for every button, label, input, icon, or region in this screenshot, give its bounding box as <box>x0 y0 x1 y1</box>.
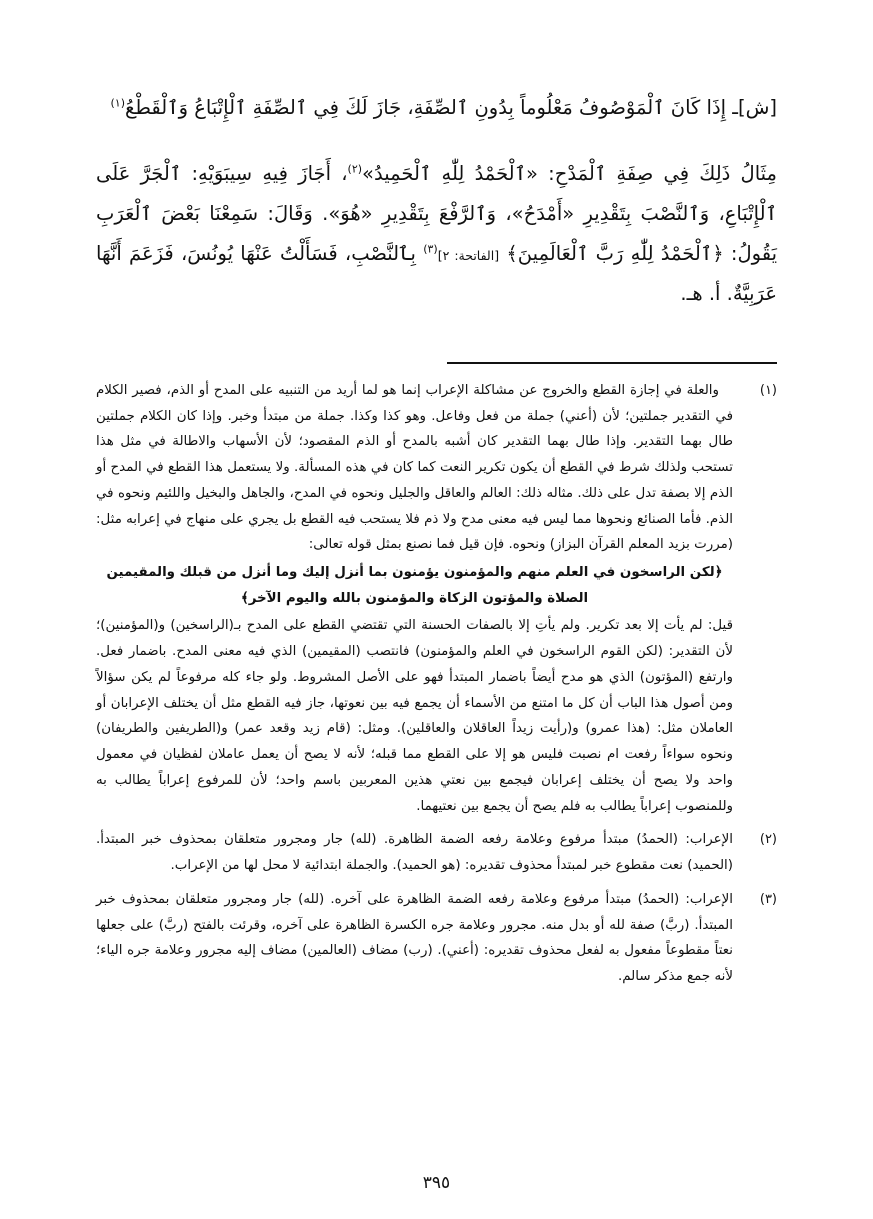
main-paragraph-2-part-c: بِٱلنَّصْبِ، فَسَأَلْتُ عَنْهَا يُونُسَ، فَزَعَمَ أَنَّهَا عَرَبِيَّةٌ. أ. هـ. <box>96 241 777 305</box>
main-paragraph-1 <box>96 88 777 128</box>
footnote-marker-2: (٢) <box>347 162 363 176</box>
footnote-item <box>96 827 777 880</box>
quran-reference: [الفاتحة: ٢] <box>437 247 500 263</box>
footnote-paragraph: والعلة في إجازة القطع والخروج عن مشاكلة الإعراب إنما هو لما أريد من التنبيه على المدح أو الذم، فصير الكلام في التقدير جملتين؛ لأن (أعني) جملة من فعل وفاعل. وهو كذا وكذا. جملة من مبتدأ وخبر. وإذا كان الكلام جملتين طال بهما التقدير. وإذا طال بهما التقدير كان أشبه بالمدح أو الذم المقصود؛ لأن الأسهاب والاطالة في مثل هذا تستحب ولذلك شرط في القطع أن يكون تكرير النعت كما كان في هذه المسألة. ولا يستعمل هذا القطع في المدح أو الذم إلا بصفة تدل على ذلك. مثاله ذلك: العالم والعاقل والجليل ونحوه في المدح، والجاهل والبخيل واللئيم ونحوه في الذم. فأما الصنائع ونحوها مما ليس فيه معنى مدح ولا ذم فلا يستحب فيه القطع بل يجري على منهاج في إعرابه مثل: (مررت بزيد المعلم القرآن البزاز) ونحوه. فإن قيل فما نصنع بمثل قوله تعالى: <box>96 382 733 553</box>
footnote-number: (٢) <box>759 832 777 848</box>
quran-quote: ﴿ٱلْحَمْدُ لِلّٰهِ رَبَّ ٱلْعَالَمِينَ﴾ <box>506 241 724 265</box>
footnote-paragraph: الإعراب: (الحمدُ) مبتدأ مرفوع وعلامة رفعه الضمة الظاهرة على آخره. (لله) جار ومجرور متعلقان بمحذوف خبر المبتدأ. (ربَّ) صفة لله أو بدل منه. مجرور وعلامة جره الكسرة الظاهرة على آخره، وقرئت بالفتح (ربَّ) على جعلها نعتاً مقطوعاً مفعول به لفعل محذوف تقديره: (أعني). (رب) مضاف (العالمين) مضاف إليه مجرور وعلامة جره الياء؛ لأنه جمع مذكر سالم. <box>96 891 733 984</box>
footnote-paragraph: قيل: لم يأت إلا بعد تكرير. ولم يأتِ إلا بالصفات الحسنة التي تقتضي القطع على المدح بـ(الراسخين) و(المؤمنين)؛ لأن التقدير: (لكن القوم الراسخون في العلم والمؤمنون) فانتصب (المقيمين) الذي فيه معنى المدح. باضمار فعل. وارتفع (المؤتون) الذي هو مدح أيضاً باضمار المبتدأ فهو على الأصل المشروط. ولو جاء كله مرفوعاً لم يكن سؤالاً ومن أصول هذا الباب أن كل ما امتنع من الأسماء أن يجمع فيه بين نعوتها، جاز فيه القطع مثل أن يختلف الإعرابان أو العاملان مثل: (هذا عمرو) و(رأيت زيداً العاقلان والعاقلين). ومثل: (قام زيد وقعد عمر) و(الطريفين والطريفان) ونحوه سواءاً رفعت ام نصبت فليس هو إلا على القطع مما قبله؛ لأنه لا يصح أن يعمل عاملان لفظيان في معمول واحد ولا يصح أن يختلف إعرابان فيجمع بين نعتي هذين المعربين باسم واحد؛ لأن للمرفوع إعراباً يطالب به وللمنصوب إعراباً يطالب به فلم يصح أن يجمع بين نعتيهما. <box>96 618 733 814</box>
footnote-paragraph: الإعراب: (الحمدُ) مبتدأ مرفوع وعلامة رفعه الضمة الظاهرة. (لله) جار ومجرور متعلقان بمحذوف خبر المبتدأ. (الحميد) نعت مقطوع خبر لمبتدأ محذوف تقديره: (هو الحميد). والجملة ابتدائية لا محل لها من الإعراب. <box>96 832 733 874</box>
footnote-separator-line <box>447 362 777 364</box>
footnote-item <box>96 887 777 992</box>
footnote-number: (١) <box>759 382 777 398</box>
footnote-item <box>96 378 777 821</box>
footnote-number: (٣) <box>759 891 777 907</box>
footnote-marker-1: (١) <box>110 96 126 110</box>
footnote-body <box>96 378 733 821</box>
main-paragraph-1-text: [ش]ـ إِذَا كَانَ ٱلْمَوْصُوفُ مَعْلُوماً بِدُونِ ٱلصِّفَةِ، جَازَ لَكَ فِي ٱلصِّفَةِ ٱلْإِتْبَاعُ وَٱلْقَطْعُ <box>125 96 777 119</box>
footnote-body <box>96 887 733 992</box>
footnote-marker-3: (٣) <box>423 242 438 256</box>
main-paragraph-2-part-a: مِثَالُ ذَلِكَ فِي صِفَةِ ٱلْمَدْحِ: «ٱلْحَمْدُ لِلّٰهِ ٱلْحَمِيدُ» <box>362 161 777 185</box>
main-text-block <box>96 88 777 332</box>
footnote-ayah: ﴿لكن الراسخون في العلم منهم والمؤمنون يؤمنون بما أنزل إليك وما أنزل من قبلك والمقيمين الصلاة والمؤتون الزكاة والمؤمنون بالله واليوم الآخر﴾ <box>106 564 723 606</box>
footnotes-block <box>96 378 777 1167</box>
footnote-body <box>96 827 733 880</box>
main-paragraph-2-part-b: ، أَجَازَ فِيهِ سِيبَوَيْهِ: ٱلْجَرَّ عَلَى ٱلْإِتْبَاعِ، وَٱلنَّصْبَ بِتَقْدِيرِ «أَمْدَحُ»، وَٱلرَّفْعَ بِتَقْدِيرِ «هُوَ». وَقَالَ: سَمِعْنَا بَعْضَ ٱلْعَرَبِ يَقُولُ: <box>96 161 778 265</box>
main-paragraph-2 <box>96 154 777 314</box>
footnote-separator <box>96 362 777 364</box>
page-number: ٣٩٥ <box>422 1173 451 1193</box>
